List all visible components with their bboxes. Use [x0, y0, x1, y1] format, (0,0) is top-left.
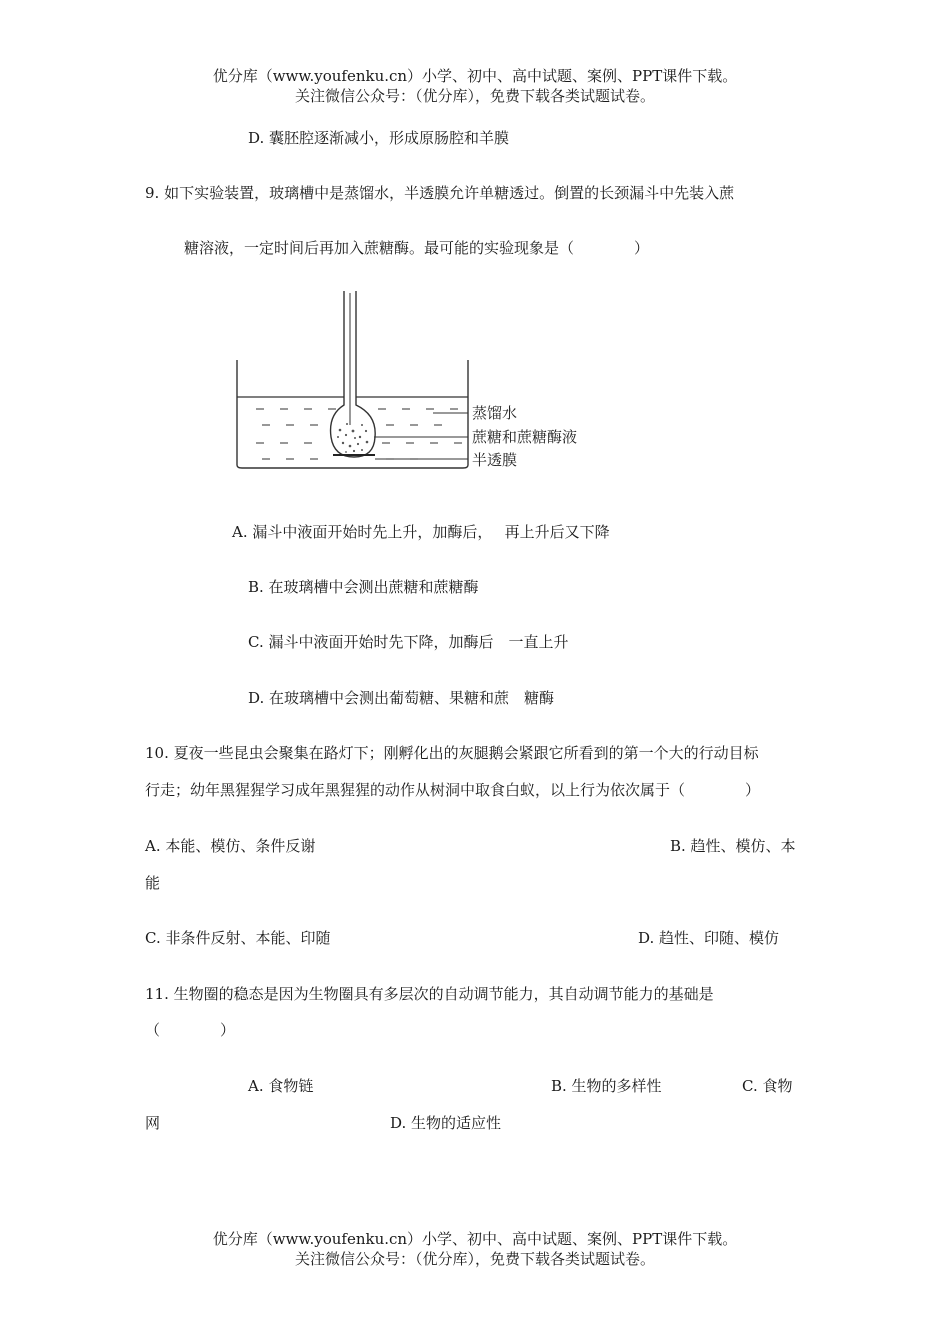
- q10-option-a: A. 本能、模仿、条件反谢: [145, 837, 316, 855]
- q10-stem-line-1: 10. 夏夜一些昆虫会聚集在路灯下；刚孵化出的灰腿鹅会紧跟它所看到的第一个大的行动目标: [145, 744, 759, 762]
- q11-option-a: A. 食物链: [248, 1077, 314, 1095]
- q9-option-b: B. 在玻璃槽中会测出蔗糖和蔗糖酶: [248, 578, 479, 596]
- q11-option-b: B. 生物的多样性: [551, 1077, 662, 1095]
- header-line-1: 优分库（www.youfenku.cn）小学、初中、高中试题、案例、PPT课件下载。: [212, 67, 738, 85]
- q11-stem-line-1: 11. 生物圈的稳态是因为生物圈具有多层次的自动调节能力，其自动调节能力的基础是: [145, 985, 714, 1003]
- q11-option-c: C. 食物: [742, 1077, 793, 1095]
- q9-experiment-figure: [228, 285, 608, 480]
- q10-option-b-cont: 能: [145, 874, 161, 892]
- q10-option-b: B. 趋性、模仿、本: [670, 837, 796, 855]
- q8-option-d: D. 囊胚腔逐渐减小，形成原肠腔和羊膜: [248, 129, 510, 147]
- q11-option-c-cont: 网: [145, 1114, 161, 1132]
- q9-option-a: A. 漏斗中液面开始时先上升，加酶后， 再上升后又下降: [232, 523, 610, 541]
- q11-option-d: D. 生物的适应性: [390, 1114, 502, 1132]
- q9-stem-line-1: 9. 如下实验装置，玻璃槽中是蒸馏水，半透膜允许单糖透过。倒置的长颈漏斗中先装入蔗: [145, 184, 735, 202]
- footer-line-2: 关注微信公众号：（优分库），免费下载各类试题试卷。: [294, 1250, 655, 1268]
- q10-option-c: C. 非条件反射、本能、印随: [145, 929, 331, 947]
- footer-line-1: 优分库（www.youfenku.cn）小学、初中、高中试题、案例、PPT课件下载。: [212, 1230, 738, 1248]
- q9-option-c: C. 漏斗中液面开始时先下降，加酶后 一直上升: [248, 633, 569, 651]
- label-membrane: 半透膜: [472, 451, 518, 469]
- q9-option-d: D. 在玻璃槽中会测出葡萄糖、果糖和蔗 糖酶: [248, 689, 555, 707]
- label-water: 蒸馏水: [472, 404, 518, 422]
- label-solution: 蔗糖和蔗糖酶液: [472, 428, 578, 446]
- q11-stem-line-2: （ ）: [145, 1021, 236, 1039]
- q9-stem-line-2: 糖溶液，一定时间后再加入蔗糖酶。最可能的实验现象是（ ）: [184, 239, 650, 257]
- q10-option-d: D. 趋性、印随、模仿: [638, 929, 780, 947]
- header-line-2: 关注微信公众号：（优分库），免费下载各类试题试卷。: [294, 87, 655, 105]
- q10-stem-line-2: 行走；幼年黑猩猩学习成年黑猩猩的动作从树洞中取食白蚁，以上行为依次属于（ ）: [145, 781, 761, 799]
